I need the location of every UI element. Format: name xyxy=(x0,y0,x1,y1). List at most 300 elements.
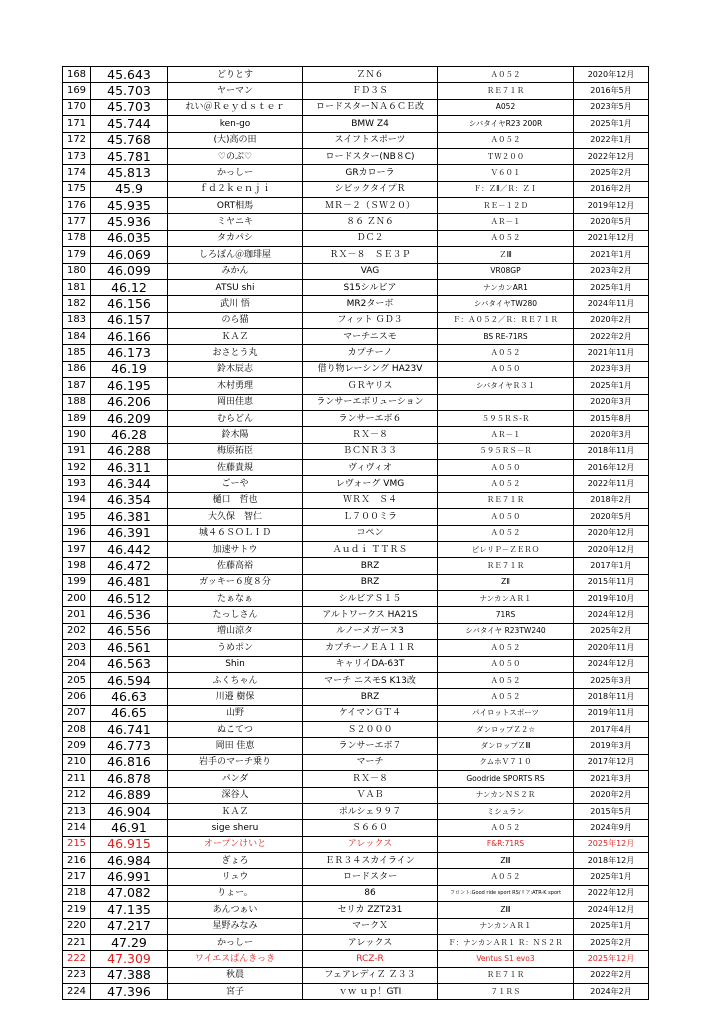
table-row xyxy=(63,83,649,99)
table-row xyxy=(63,885,649,901)
table-row xyxy=(63,67,649,83)
rank-cell: 203 xyxy=(63,640,91,656)
date-cell: 2016年12月 xyxy=(574,460,649,476)
lap-time-cell: 46.984 xyxy=(91,853,168,869)
date-cell: 2018年12月 xyxy=(574,853,649,869)
car-model-cell: フィット ＧＤ３ xyxy=(303,312,438,328)
rank-cell: 171 xyxy=(63,116,91,132)
table-row xyxy=(63,427,649,443)
date-cell: 2017年4月 xyxy=(574,722,649,738)
date-cell: 2021年3月 xyxy=(574,771,649,787)
car-model-cell: ＲＸ－８ xyxy=(303,771,438,787)
table-row xyxy=(63,296,649,312)
lap-time-cell: 45.744 xyxy=(91,116,168,132)
lap-time-cell: 46.561 xyxy=(91,640,168,656)
lap-time-cell: 46.594 xyxy=(91,672,168,688)
driver-name-cell: ぬこてつ xyxy=(168,722,303,738)
car-model-cell: 86 xyxy=(303,885,438,901)
driver-name-cell: ATSU shi xyxy=(168,279,303,295)
tire-cell: ＲＥ－１２Ｄ xyxy=(438,198,574,214)
date-cell: 2025年12月 xyxy=(574,951,649,967)
table-row xyxy=(63,591,649,607)
lap-time-cell: 47.29 xyxy=(91,934,168,950)
table-row xyxy=(63,541,649,557)
lap-time-cell: 46.391 xyxy=(91,525,168,541)
date-cell: 2018年11月 xyxy=(574,689,649,705)
lap-time-cell: 46.035 xyxy=(91,230,168,246)
driver-name-cell: 秋晨 xyxy=(168,967,303,983)
table-row xyxy=(63,722,649,738)
table-row xyxy=(63,214,649,230)
rank-cell: 175 xyxy=(63,181,91,197)
car-model-cell: MR2ターボ xyxy=(303,296,438,312)
driver-name-cell: ごーや xyxy=(168,476,303,492)
lap-time-cell: 46.91 xyxy=(91,820,168,836)
lap-time-cell: 46.288 xyxy=(91,443,168,459)
driver-name-cell: のら猫 xyxy=(168,312,303,328)
driver-name-cell: ぎょろ xyxy=(168,853,303,869)
date-cell: 2021年1月 xyxy=(574,247,649,263)
date-cell: 2020年2月 xyxy=(574,787,649,803)
car-model-cell: ロードスター xyxy=(303,869,438,885)
tire-cell: クムホＶ７１０ xyxy=(438,754,574,770)
lap-time-cell: 46.344 xyxy=(91,476,168,492)
rank-cell: 192 xyxy=(63,460,91,476)
rank-cell: 210 xyxy=(63,754,91,770)
car-model-cell: BMW Z4 xyxy=(303,116,438,132)
lap-time-cell: 47.135 xyxy=(91,902,168,918)
lap-time-cell: 46.19 xyxy=(91,361,168,377)
car-model-cell: アルトワークス HA21S xyxy=(303,607,438,623)
driver-name-cell: ふくちゃん xyxy=(168,672,303,688)
lap-time-cell: 46.206 xyxy=(91,394,168,410)
rank-cell: 170 xyxy=(63,99,91,115)
driver-name-cell: sige sheru xyxy=(168,820,303,836)
tire-cell: ＺⅢ xyxy=(438,247,574,263)
driver-name-cell: 星野みなみ xyxy=(168,918,303,934)
table-row xyxy=(63,476,649,492)
driver-name-cell: 樋口 哲也 xyxy=(168,492,303,508)
car-model-cell: マーチ ニスモS K13改 xyxy=(303,672,438,688)
rank-cell: 182 xyxy=(63,296,91,312)
rank-cell: 185 xyxy=(63,345,91,361)
tire-cell: ＡＲ－１ xyxy=(438,214,574,230)
rank-cell: 187 xyxy=(63,378,91,394)
date-cell: 2019年3月 xyxy=(574,738,649,754)
tire-cell: ＲＥ７１Ｒ xyxy=(438,492,574,508)
table-row xyxy=(63,345,649,361)
rank-cell: 179 xyxy=(63,247,91,263)
date-cell: 2024年12月 xyxy=(574,656,649,672)
rank-cell: 218 xyxy=(63,885,91,901)
lap-time-cell: 45.703 xyxy=(91,99,168,115)
car-model-cell: Ｓ２０００ xyxy=(303,722,438,738)
table-row xyxy=(63,263,649,279)
table-row xyxy=(63,132,649,148)
lap-time-cell: 46.157 xyxy=(91,312,168,328)
date-cell: 2017年1月 xyxy=(574,558,649,574)
rank-cell: 200 xyxy=(63,591,91,607)
date-cell: 2017年12月 xyxy=(574,754,649,770)
table-row xyxy=(63,689,649,705)
tire-cell: Ａ０５２ xyxy=(438,230,574,246)
tire-cell: Ａ０５２ xyxy=(438,67,574,83)
lap-time-cell: 45.936 xyxy=(91,214,168,230)
date-cell: 2020年12月 xyxy=(574,67,649,83)
table-row xyxy=(63,574,649,590)
car-model-cell: ヴィヴィオ xyxy=(303,460,438,476)
rank-cell: 209 xyxy=(63,738,91,754)
driver-name-cell: しろぽん＠珈琲屋 xyxy=(168,247,303,263)
tire-cell: BS RE-71RS xyxy=(438,329,574,345)
tire-cell: ZⅢ xyxy=(438,902,574,918)
driver-name-cell: たぁなぁ xyxy=(168,591,303,607)
rank-cell: 186 xyxy=(63,361,91,377)
rank-cell: 176 xyxy=(63,198,91,214)
driver-name-cell: ｆｄ２ｋｅｎｊｉ xyxy=(168,181,303,197)
driver-name-cell: ミヤニキ xyxy=(168,214,303,230)
rank-cell: 221 xyxy=(63,934,91,950)
driver-name-cell: うめポン xyxy=(168,640,303,656)
table-row xyxy=(63,787,649,803)
lap-time-cell: 47.309 xyxy=(91,951,168,967)
driver-name-cell: 岩手のマーチ乗り xyxy=(168,754,303,770)
date-cell: 2022年11月 xyxy=(574,476,649,492)
table-row xyxy=(63,410,649,426)
lap-time-cell: 45.781 xyxy=(91,148,168,164)
date-cell: 2023年5月 xyxy=(574,99,649,115)
lap-time-cell: 46.099 xyxy=(91,263,168,279)
tire-cell: シバタイヤＲ３１ xyxy=(438,378,574,394)
table-row xyxy=(63,509,649,525)
tire-cell: ナンカンＡＲ１ xyxy=(438,918,574,934)
car-model-cell: キャリイDA-63T xyxy=(303,656,438,672)
rank-cell: 184 xyxy=(63,329,91,345)
car-model-cell: レヴォーグ VMG xyxy=(303,476,438,492)
tire-cell: Goodride SPORTS RS xyxy=(438,771,574,787)
rank-cell: 214 xyxy=(63,820,91,836)
car-model-cell: BRZ xyxy=(303,558,438,574)
tire-cell: Ａ０５０ xyxy=(438,656,574,672)
lap-time-cell: 46.442 xyxy=(91,541,168,557)
rank-cell: 215 xyxy=(63,836,91,852)
car-model-cell: Ｌ７００ミラ xyxy=(303,509,438,525)
rank-cell: 177 xyxy=(63,214,91,230)
driver-name-cell: 増山涼タ xyxy=(168,623,303,639)
lap-time-cell: 46.563 xyxy=(91,656,168,672)
date-cell: 2020年3月 xyxy=(574,427,649,443)
rank-cell: 205 xyxy=(63,672,91,688)
driver-name-cell: パンダ xyxy=(168,771,303,787)
table-row xyxy=(63,672,649,688)
date-cell: 2025年3月 xyxy=(574,672,649,688)
lap-time-cell: 46.209 xyxy=(91,410,168,426)
date-cell: 2025年1月 xyxy=(574,918,649,934)
lap-time-cell: 46.65 xyxy=(91,705,168,721)
driver-name-cell: かっしー xyxy=(168,165,303,181)
tire-cell: ５９５ＲＳ－Ｒ xyxy=(438,443,574,459)
car-model-cell: コペン xyxy=(303,525,438,541)
table-row xyxy=(63,656,649,672)
table-row xyxy=(63,230,649,246)
car-model-cell: フェアレディＺ Ｚ３３ xyxy=(303,967,438,983)
tire-cell: Ａ０５０ xyxy=(438,509,574,525)
car-model-cell: シルビアＳ１５ xyxy=(303,591,438,607)
date-cell: 2025年1月 xyxy=(574,378,649,394)
lap-time-cell: 45.813 xyxy=(91,165,168,181)
table-row xyxy=(63,492,649,508)
driver-name-cell: みかん xyxy=(168,263,303,279)
driver-name-cell: 城４６ＳＯＬＩＤ xyxy=(168,525,303,541)
rank-cell: 172 xyxy=(63,132,91,148)
tire-cell: Ventus S1 evo3 xyxy=(438,951,574,967)
car-model-cell: Ａｕｄｉ ＴＴＲＳ xyxy=(303,541,438,557)
rank-cell: 206 xyxy=(63,689,91,705)
lap-time-cell: 46.156 xyxy=(91,296,168,312)
tire-cell: 71RS xyxy=(438,607,574,623)
driver-name-cell: りょー。 xyxy=(168,885,303,901)
tire-cell: ピレリＰ－ＺＥＲＯ xyxy=(438,541,574,557)
driver-name-cell: 佐藤貴規 xyxy=(168,460,303,476)
table-row xyxy=(63,99,649,115)
lap-time-cell: 45.703 xyxy=(91,83,168,99)
car-model-cell: S15シルビア xyxy=(303,279,438,295)
car-model-cell: ランサーエボ７ xyxy=(303,738,438,754)
tire-cell: シバタイヤ R23TW240 xyxy=(438,623,574,639)
rank-cell: 174 xyxy=(63,165,91,181)
lap-time-cell: 47.217 xyxy=(91,918,168,934)
car-model-cell: アレックス xyxy=(303,836,438,852)
date-cell: 2023年3月 xyxy=(574,361,649,377)
lap-time-cell: 46.472 xyxy=(91,558,168,574)
driver-name-cell: ORT相馬 xyxy=(168,198,303,214)
rank-cell: 196 xyxy=(63,525,91,541)
rank-cell: 181 xyxy=(63,279,91,295)
table-row xyxy=(63,247,649,263)
date-cell: 2024年12月 xyxy=(574,902,649,918)
lap-time-cell: 47.388 xyxy=(91,967,168,983)
table-row xyxy=(63,771,649,787)
car-model-cell: ＢＣＮＲ３３ xyxy=(303,443,438,459)
rank-cell: 173 xyxy=(63,148,91,164)
table-row xyxy=(63,754,649,770)
driver-name-cell: ♡のぶ♡ xyxy=(168,148,303,164)
tire-cell: ＲＥ７１Ｒ xyxy=(438,558,574,574)
car-model-cell: BRZ xyxy=(303,574,438,590)
table-row xyxy=(63,394,649,410)
tire-cell: Ａ０５２ xyxy=(438,345,574,361)
date-cell: 2022年12月 xyxy=(574,885,649,901)
table-row xyxy=(63,181,649,197)
driver-name-cell: 川邉 樹保 xyxy=(168,689,303,705)
car-model-cell: ＲＸ－８ ＳＥ３Ｐ xyxy=(303,247,438,263)
driver-name-cell: れい＠Ｒｅｙｄｓｔｅｒ xyxy=(168,99,303,115)
rank-cell: 178 xyxy=(63,230,91,246)
date-cell: 2015年11月 xyxy=(574,574,649,590)
date-cell: 2020年12月 xyxy=(574,525,649,541)
table-row xyxy=(63,279,649,295)
driver-name-cell: たっしさん xyxy=(168,607,303,623)
tire-cell: Ａ０５２ xyxy=(438,869,574,885)
lap-time-cell: 45.935 xyxy=(91,198,168,214)
car-model-cell: Ｓ６６０ xyxy=(303,820,438,836)
tire-cell: ダンロップＺ２☆ xyxy=(438,722,574,738)
rank-cell: 213 xyxy=(63,803,91,819)
rank-cell: 217 xyxy=(63,869,91,885)
lap-time-cell: 45.768 xyxy=(91,132,168,148)
rank-cell: 198 xyxy=(63,558,91,574)
tire-cell: VR08GP xyxy=(438,263,574,279)
rank-cell: 201 xyxy=(63,607,91,623)
table-row xyxy=(63,312,649,328)
table-row xyxy=(63,934,649,950)
rank-cell: 212 xyxy=(63,787,91,803)
date-cell: 2022年2月 xyxy=(574,967,649,983)
table-row xyxy=(63,607,649,623)
driver-name-cell: 武川 悟 xyxy=(168,296,303,312)
date-cell: 2024年11月 xyxy=(574,296,649,312)
tire-cell: ＡＲ－１ xyxy=(438,427,574,443)
driver-name-cell: 木村勇理 xyxy=(168,378,303,394)
driver-name-cell: 宮子 xyxy=(168,984,303,1000)
car-model-cell: マーチニスモ xyxy=(303,329,438,345)
rank-cell: 195 xyxy=(63,509,91,525)
lap-time-cell: 46.878 xyxy=(91,771,168,787)
car-model-cell: ロードスター(NB８C) xyxy=(303,148,438,164)
date-cell: 2025年1月 xyxy=(574,869,649,885)
table-row xyxy=(63,820,649,836)
driver-name-cell: ＫＡＺ xyxy=(168,803,303,819)
date-cell: 2020年2月 xyxy=(574,312,649,328)
table-row xyxy=(63,918,649,934)
driver-name-cell: 鈴木辰志 xyxy=(168,361,303,377)
tire-cell: ５９５ＲＳ-Ｒ xyxy=(438,410,574,426)
car-model-cell: セリカ ZZT231 xyxy=(303,902,438,918)
rank-cell: 204 xyxy=(63,656,91,672)
rank-cell: 168 xyxy=(63,67,91,83)
lap-time-cell: 46.195 xyxy=(91,378,168,394)
driver-name-cell: ken-go xyxy=(168,116,303,132)
date-cell: 2016年5月 xyxy=(574,83,649,99)
driver-name-cell: ガッキー６度８分 xyxy=(168,574,303,590)
rank-cell: 169 xyxy=(63,83,91,99)
date-cell: 2019年11月 xyxy=(574,705,649,721)
date-cell: 2025年2月 xyxy=(574,165,649,181)
table-row xyxy=(63,558,649,574)
lap-time-cell: 46.889 xyxy=(91,787,168,803)
rank-cell: 224 xyxy=(63,984,91,1000)
car-model-cell: ＤＣ２ xyxy=(303,230,438,246)
tire-cell: ミシュラン xyxy=(438,803,574,819)
driver-name-cell: 山野 xyxy=(168,705,303,721)
table-row xyxy=(63,525,649,541)
date-cell: 2025年1月 xyxy=(574,279,649,295)
driver-name-cell: 梅原拓臣 xyxy=(168,443,303,459)
driver-name-cell: ワイエスぱんきっき xyxy=(168,951,303,967)
rank-cell: 216 xyxy=(63,853,91,869)
car-model-cell: ポルシェ９９７ xyxy=(303,803,438,819)
rank-cell: 223 xyxy=(63,967,91,983)
car-model-cell: RCZ-R xyxy=(303,951,438,967)
date-cell: 2025年12月 xyxy=(574,836,649,852)
date-cell: 2021年11月 xyxy=(574,345,649,361)
tire-cell: Ｆ：ＺⅡ／Ｒ：ＺＩ xyxy=(438,181,574,197)
tire-cell: Ａ０５２ xyxy=(438,820,574,836)
tire-cell: Ａ０５２ xyxy=(438,132,574,148)
lap-time-cell: 46.069 xyxy=(91,247,168,263)
date-cell: 2022年12月 xyxy=(574,148,649,164)
lap-time-cell: 46.816 xyxy=(91,754,168,770)
tire-cell: Ｆ：Ａ０５２／Ｒ：ＲＥ７１Ｒ xyxy=(438,312,574,328)
tire-cell: Ｖ６０１ xyxy=(438,165,574,181)
date-cell: 2020年11月 xyxy=(574,640,649,656)
driver-name-cell: タカパシ xyxy=(168,230,303,246)
tire-cell: ZⅡ xyxy=(438,574,574,590)
date-cell: 2024年12月 xyxy=(574,607,649,623)
date-cell: 2015年8月 xyxy=(574,410,649,426)
lap-time-cell: 46.536 xyxy=(91,607,168,623)
table-row xyxy=(63,443,649,459)
tire-cell: シバタイヤTW280 xyxy=(438,296,574,312)
car-model-cell: ＭＲ－２（ＳＷ２０） xyxy=(303,198,438,214)
driver-name-cell: 岡田 佳恵 xyxy=(168,738,303,754)
date-cell: 2020年3月 xyxy=(574,394,649,410)
lap-time-cell: 46.354 xyxy=(91,492,168,508)
car-model-cell: 借り物レーシング HA23V xyxy=(303,361,438,377)
car-model-cell: マーチ xyxy=(303,754,438,770)
tire-cell: Ａ０５２ xyxy=(438,672,574,688)
table-row xyxy=(63,640,649,656)
driver-name-cell: あんつぁい xyxy=(168,902,303,918)
date-cell: 2020年12月 xyxy=(574,541,649,557)
car-model-cell: ランサーエボ６ xyxy=(303,410,438,426)
tire-cell: フロント:Good ride sport RS/リア:ATR-K sport xyxy=(438,885,574,901)
date-cell: 2019年12月 xyxy=(574,198,649,214)
tire-cell: ＴＷ２００ xyxy=(438,148,574,164)
driver-name-cell: かっしー xyxy=(168,934,303,950)
rank-cell: 194 xyxy=(63,492,91,508)
date-cell: 2023年2月 xyxy=(574,263,649,279)
car-model-cell: スイフトスポーツ xyxy=(303,132,438,148)
car-model-cell: アレックス xyxy=(303,934,438,950)
lap-time-cell: 46.556 xyxy=(91,623,168,639)
car-model-cell: カプチーノ xyxy=(303,345,438,361)
ranking-table xyxy=(62,66,649,1000)
table-row xyxy=(63,803,649,819)
date-cell: 2022年1月 xyxy=(574,132,649,148)
lap-time-cell: 46.166 xyxy=(91,329,168,345)
lap-time-cell: 46.63 xyxy=(91,689,168,705)
lap-time-cell: 46.773 xyxy=(91,738,168,754)
driver-name-cell: 岡田佳恵 xyxy=(168,394,303,410)
driver-name-cell: 佐藤高裕 xyxy=(168,558,303,574)
table-row xyxy=(63,378,649,394)
date-cell: 2020年5月 xyxy=(574,214,649,230)
rank-cell: 211 xyxy=(63,771,91,787)
tire-cell: Ａ０５２ xyxy=(438,525,574,541)
ranking-table-body xyxy=(63,67,649,1000)
tire-cell: ナンカンAR1 xyxy=(438,279,574,295)
table-row xyxy=(63,460,649,476)
rank-cell: 188 xyxy=(63,394,91,410)
lap-time-cell: 46.381 xyxy=(91,509,168,525)
tire-cell: ＲＥ７１Ｒ xyxy=(438,967,574,983)
car-model-cell: ｖｗ ｕｐ！GTI xyxy=(303,984,438,1000)
tire-cell: Ａ０５０ xyxy=(438,361,574,377)
rank-cell: 208 xyxy=(63,722,91,738)
driver-name-cell: ヤーマン xyxy=(168,83,303,99)
lap-time-cell: 45.643 xyxy=(91,67,168,83)
